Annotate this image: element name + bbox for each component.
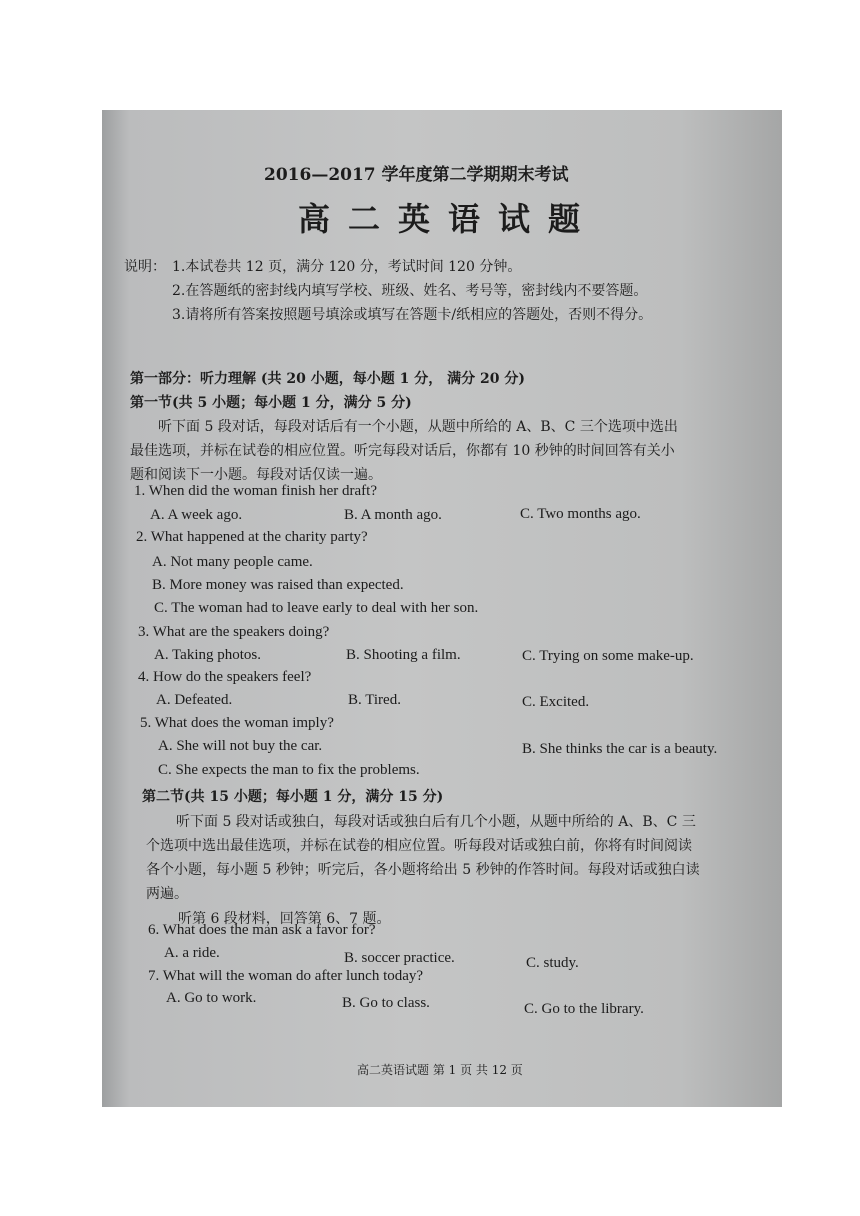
answer-option: A. Go to work. — [166, 990, 257, 1006]
answer-option: B. soccer practice. — [344, 950, 455, 966]
answer-option: C. Trying on some make-up. — [522, 648, 694, 664]
answer-option: B. Shooting a film. — [346, 647, 461, 663]
page-footer: 高二英语试题 第 1 页 共 12 页 — [357, 1063, 523, 1077]
material-note: 听第 6 段材料，回答第 6、7 题。 — [178, 911, 391, 927]
answer-option: A. A week ago. — [150, 507, 243, 523]
section2-directions: 两遍。 — [146, 886, 188, 902]
answer-option: A. Taking photos. — [154, 647, 262, 663]
answer-option: A. She will not buy the car. — [158, 738, 323, 754]
answer-option: B. She thinks the car is a beauty. — [522, 741, 718, 757]
answer-option: C. Two months ago. — [520, 506, 641, 522]
exam-page — [102, 110, 782, 1107]
answer-option: C. The woman had to leave early to deal with her son. — [154, 600, 479, 616]
answer-option: C. Go to the library. — [524, 1001, 644, 1017]
answer-option: B. Tired. — [348, 692, 401, 708]
answer-option: A. a ride. — [164, 945, 220, 961]
section2-directions: 个选项中选出最佳选项，并标在试卷的相应位置。听每段对话或独白前，你将有时间阅读 — [146, 838, 692, 854]
answer-option: C. study. — [526, 955, 579, 971]
section1-directions: 题和阅读下一小题。每段对话仅读一遍。 — [130, 467, 382, 483]
instruction-item: 2.在答题纸的密封线内填写学校、班级、姓名、考号等，密封线内不要答题。 — [172, 283, 648, 299]
answer-option: B. More money was raised than expected. — [152, 577, 404, 593]
section2-directions: 听下面 5 段对话或独白，每段对话或独白后有几个小题，从题中所给的 A、B、C 三 — [176, 814, 696, 830]
exam-year-title: 2016—2017 学年度第二学期期末考试 — [264, 165, 569, 185]
section1-directions: 最佳选项，并标在试卷的相应位置。听完每段对话后，你都有 10 秒钟的时间回答有关小 — [130, 443, 675, 459]
answer-option: A. Defeated. — [156, 692, 233, 708]
section1-directions: 听下面 5 段对话，每段对话后有一个小题，从题中所给的 A、B、C 三个选项中选出 — [158, 419, 678, 435]
part1-heading: 第一部分：听力理解 (共 20 小题，每小题 1 分， 满分 20 分) — [130, 371, 525, 387]
answer-option: C. Excited. — [522, 694, 590, 710]
section2-directions: 各个小题，每小题 5 秒钟；听完后，各小题将给出 5 秒钟的作答时间。每段对话或独白读 — [146, 862, 700, 878]
instructions-label: 说明： — [124, 259, 166, 275]
instruction-item: 1.本试卷共 12 页，满分 120 分，考试时间 120 分钟。 — [172, 259, 522, 275]
question-stem: 4. How do the speakers feel? — [138, 669, 312, 685]
exam-subject-title: 高二英语试题 — [298, 200, 599, 238]
question-stem: 2. What happened at the charity party? — [136, 529, 368, 545]
answer-option: C. She expects the man to fix the problems. — [158, 762, 420, 778]
question-stem: 5. What does the woman imply? — [140, 715, 334, 731]
question-stem: 3. What are the speakers doing? — [138, 624, 330, 640]
instruction-item: 3.请将所有答案按照题号填涂或填写在答题卡/纸相应的答题处，否则不得分。 — [172, 307, 653, 323]
question-stem: 7. What will the woman do after lunch today? — [148, 968, 424, 984]
section2-heading: 第二节(共 15 小题；每小题 1 分，满分 15 分) — [142, 789, 444, 805]
section1-heading: 第一节(共 5 小题；每小题 1 分，满分 5 分) — [130, 395, 412, 411]
answer-option: B. A month ago. — [344, 507, 442, 523]
answer-option: A. Not many people came. — [152, 554, 313, 570]
question-stem: 6. What does the man ask a favor for? — [148, 922, 376, 938]
answer-option: B. Go to class. — [342, 995, 430, 1011]
question-stem: 1. When did the woman finish her draft? — [134, 483, 377, 499]
